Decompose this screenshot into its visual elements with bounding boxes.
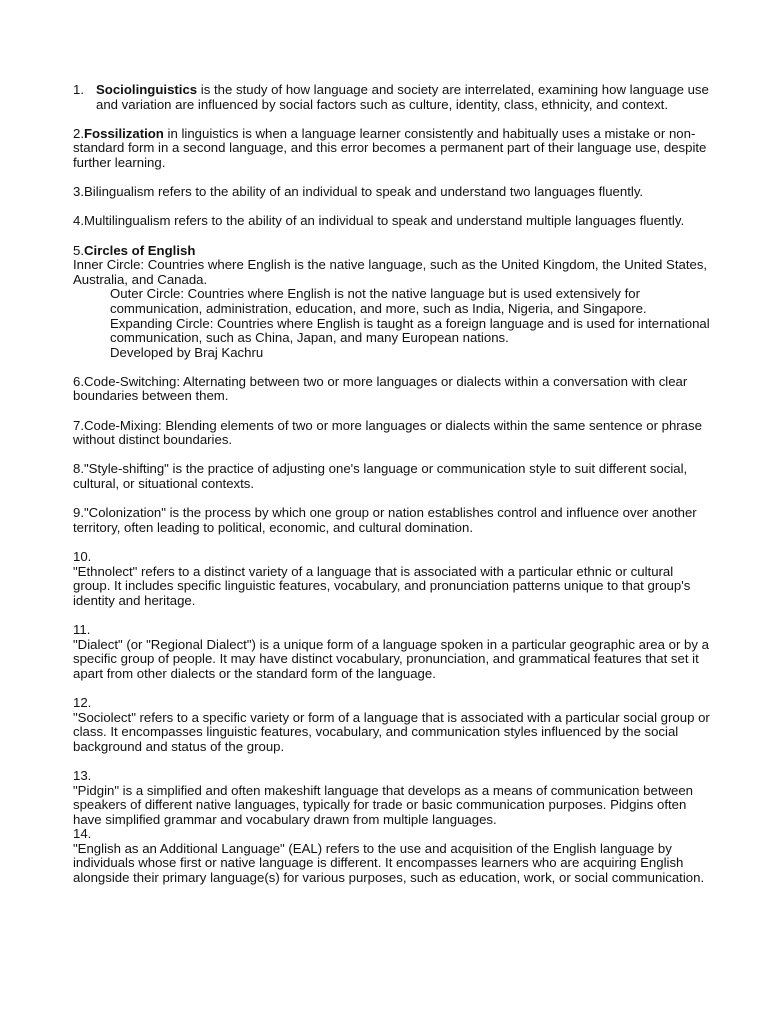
item-colonization: 9."Colonization" is the process by which one group or nation establishes control and influence over another territory, often leading to political, economic, and cultural domination. — [73, 505, 697, 535]
item-number: 2. — [73, 125, 84, 141]
item-number: 12. — [73, 694, 92, 710]
item-style-shifting: 8."Style-shifting" is the practice of adjusting one's language or communication style to suit different social, cultural, or situational contexts. — [73, 461, 688, 492]
developer-text: Developed by Braj Kachru — [110, 344, 264, 360]
definition-ethnolect: "Ethnolect" refers to a distinct variety of a language that is associated with a particular ethnic or cultural group. It includes specific linguistic features, vocabulary, and pronunciation patterns unique to that group's identity and heritage. — [73, 563, 691, 608]
inner-circle-text: Inner Circle: Countries where English is the native language, such as the United Kingdom, the United States, Australia, and Canada. — [73, 257, 708, 287]
definition-fossilization: in linguistics is when a language learner consistently and habitually uses a mistake or non-standard form in a second language, and this error becomes a permanent part of their language use, despite further learning. — [73, 125, 707, 170]
item-dialect — [73, 623, 713, 681]
term-fossilization: Fossilization — [84, 125, 164, 141]
item-circles-of-english — [73, 244, 713, 361]
item-number: 5. — [73, 242, 84, 258]
outer-circle-text: Outer Circle: Countries where English is not the native language but is used extensively for communication, administration, education, and more, such as India, Nigeria, and Singapore. — [110, 286, 647, 316]
item-ethnolect — [73, 550, 713, 608]
item-number: 11. — [73, 621, 91, 637]
item-sociolect — [73, 696, 713, 754]
item-eal — [73, 827, 713, 885]
definition-pidgin: "Pidgin" is a simplified and often makeshift language that develops as a means of communication between speakers of different native languages, typically for trade or basic communication purposes. Pidgins often have simplified grammar and vocabulary drawn from multiple languages. — [73, 782, 694, 827]
item-code-mixing: 7.Code-Mixing: Blending elements of two or more languages or dialects within the same sentence or phrase without distinct boundaries. — [73, 417, 702, 448]
term-sociolinguistics: Sociolinguistics — [96, 82, 198, 97]
item-sociolinguistics — [73, 83, 713, 112]
definition-sociolinguistics: is the study of how language and society are interrelated, examining how language use and variation are influenced by social factors such as culture, identity, class, ethnicity, and context. — [96, 82, 709, 112]
term-circles-of-english: Circles of English — [84, 242, 196, 258]
item-fossilization — [73, 127, 713, 171]
item-bilingualism: 3.Bilingualism refers to the ability of an individual to speak and understand two languages fluently. — [73, 184, 644, 200]
document-page — [73, 83, 713, 886]
item-number: 10. — [73, 549, 92, 564]
definition-dialect: "Dialect" (or "Regional Dialect") is a unique form of a language spoken in a particular geographic area or by a specific group of people. It may have distinct vocabulary, pronunciation, and grammatical features that set it apart from other dialects or the standard form of the language. — [73, 636, 709, 681]
item-pidgin — [73, 769, 713, 827]
item-number: 14. — [73, 826, 92, 842]
item-number: 13. — [73, 767, 92, 783]
definition-sociolect: "Sociolect" refers to a specific variety or form of a language that is associated with a particular social group or class. It encompasses linguistic features, vocabulary, and communication styles influenced by the social background and status of the group. — [73, 709, 710, 754]
expanding-circle-text: Expanding Circle: Countries where English is taught as a foreign language and is used for international communication, such as China, Japan, and many European nations. — [110, 315, 710, 346]
item-multilingualism: 4.Multilingualism refers to the ability of an individual to speak and understand multiple languages fluently. — [73, 213, 685, 229]
item-code-switching: 6.Code-Switching: Alternating between two or more languages or dialects within a conversation with clear boundaries between them. — [73, 373, 688, 404]
definition-eal: "English as an Additional Language" (EAL) refers to the use and acquisition of the English language by individuals whose first or native language is different. It encompasses learners who are acquiring English alongside their primary language(s) for various purposes, such as education, work, or social communication. — [73, 840, 705, 886]
item-number: 1. — [73, 82, 84, 97]
